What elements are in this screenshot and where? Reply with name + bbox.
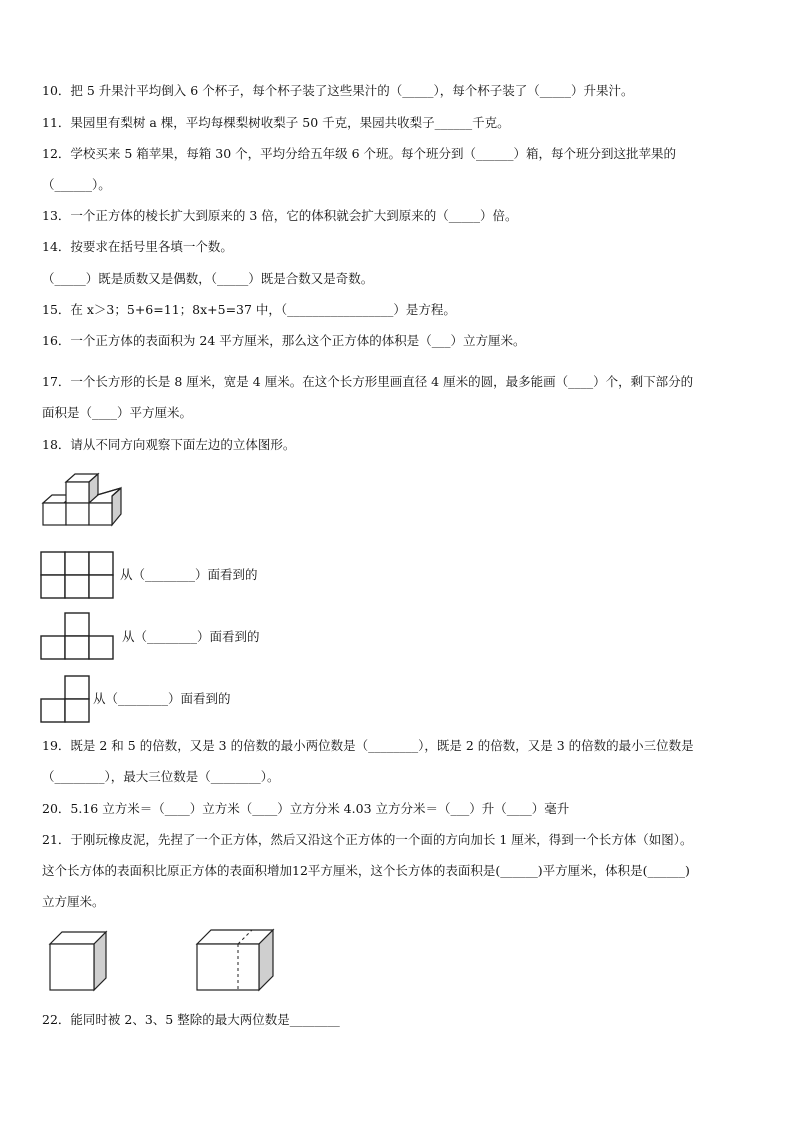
cube-stack-figure [40,470,140,530]
question-18: 18．请从不同方向观察下面左边的立体图形。 [42,437,296,452]
view-grid-2x3 [40,551,114,599]
question-15: 15．在 x＞3；5+6=11；8x+5=37 中，（_________________）是方程。 [42,302,456,317]
question-21-line-3: 立方厘米。 [42,894,105,909]
question-11: 11．果园里有梨树 a 棵，平均每棵梨树收梨子 50 千克，果园共收梨子______千克。 [42,115,510,130]
view-l-shape [40,675,90,723]
question-12-line-2: （______）。 [42,177,111,192]
question-12-line-1: 12．学校买来 5 箱苹果，每箱 30 个，平均分给五年级 6 个班。每个班分到（______）箱，每个班分到这批苹果的 [42,146,677,161]
question-17-line-1: 17．一个长方形的长是 8 厘米，宽是 4 厘米。在这个长方形里画直径 4 厘米的圆，最多能画（____）个，剩下部分的 [42,374,694,389]
question-20: 20．5.16 立方米＝（____）立方米（____）立方分米 4.03 立方分米＝（___）升（____）毫升 [42,801,570,816]
view-1-label: 从（________）面看到的 [120,567,258,582]
question-21-line-1: 21．于刚玩橡皮泥，先捏了一个正方体，然后又沿这个正方体的一个面的方向加长 1 厘米，得到一个长方体（如图）。 [42,832,693,847]
cube-figure [48,930,110,992]
question-19-line-1: 19．既是 2 和 5 的倍数，又是 3 的倍数的最小两位数是（________），既是 2 的倍数，又是 3 的倍数的最小三位数是 [42,738,694,753]
question-19-line-2: （________），最大三位数是（________）。 [42,769,280,784]
question-14-blanks: （_____）既是质数又是偶数，（_____）既是合数又是奇数。 [42,271,374,286]
question-16: 16．一个正方体的表面积为 24 平方厘米，那么这个正方体的体积是（___）立方厘米。 [42,333,526,348]
view-2-label: 从（________）面看到的 [122,629,260,644]
question-17-line-2: 面积是（____）平方厘米。 [42,405,193,420]
question-13: 13．一个正方体的棱长扩大到原来的 3 倍，它的体积就会扩大到原来的（_____）倍。 [42,208,518,223]
view-t-shape [40,612,114,660]
question-14: 14．按要求在括号里各填一个数。 [42,239,233,254]
view-3-label: 从（________）面看到的 [93,691,231,706]
question-10: 10．把 5 升果汁平均倒入 6 个杯子，每个杯子装了这些果汁的（_____），每个杯子装了（_____）升果汁。 [42,83,634,98]
question-21-line-2: 这个长方体的表面积比原正方体的表面积增加12平方厘米，这个长方体的表面积是(______)平方厘米，体积是(______) [42,863,690,878]
cuboid-figure [195,928,277,992]
question-22: 22．能同时被 2、3、5 整除的最大两位数是________ [42,1012,340,1027]
